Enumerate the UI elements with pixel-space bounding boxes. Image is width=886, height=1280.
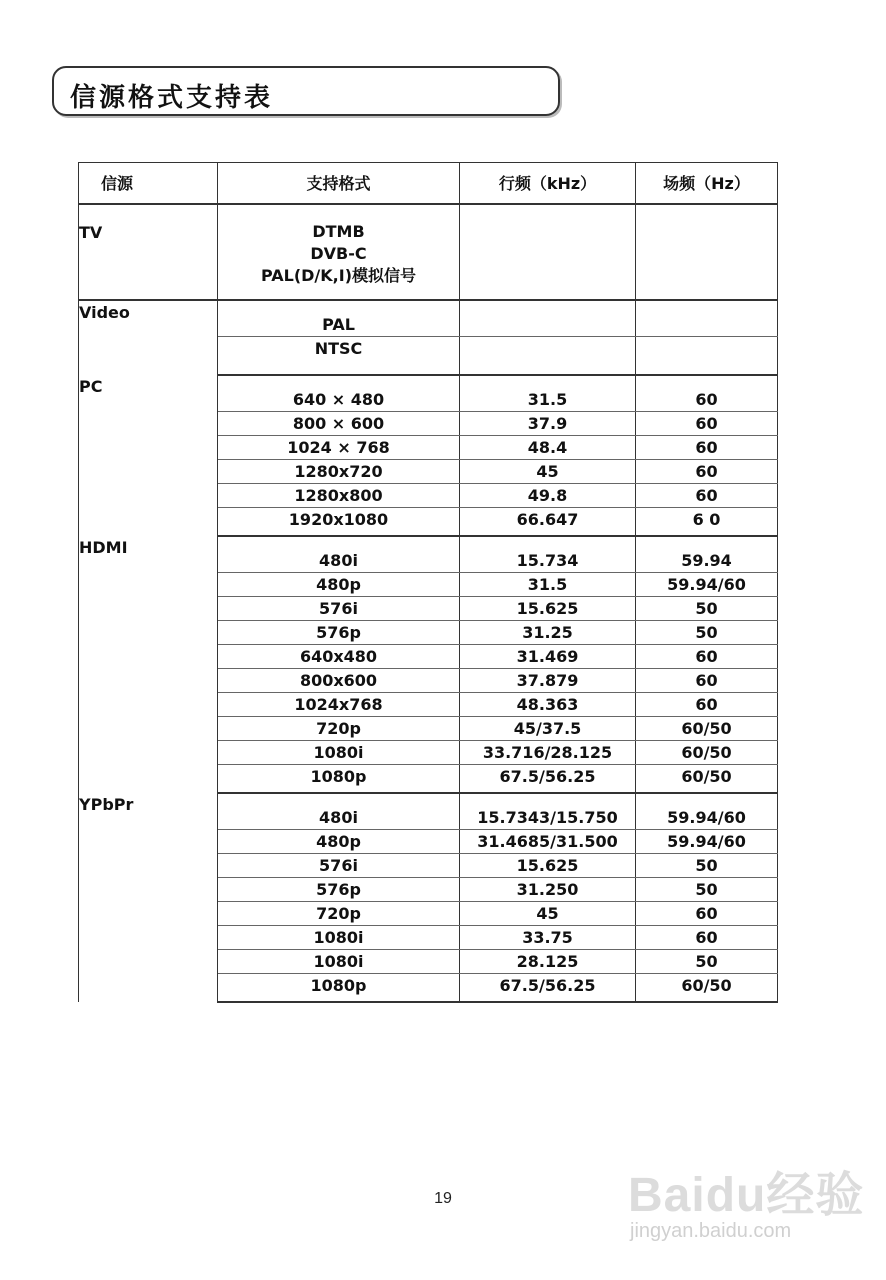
watermark-url: jingyan.baidu.com	[630, 1220, 792, 1242]
field-freq-cell: 60	[636, 375, 778, 412]
section-title-box	[52, 66, 560, 116]
line-freq-cell: 33.716/28.125	[460, 741, 636, 765]
format-cell: 1024 × 768	[218, 436, 460, 460]
header-line-freq: 行频（kHz）	[460, 163, 636, 205]
format-cell: 1080i	[218, 950, 460, 974]
source-hdmi: HDMI	[79, 536, 218, 793]
format-cell: 720p	[218, 902, 460, 926]
format-cell: 720p	[218, 717, 460, 741]
tv-field-freq	[636, 204, 778, 300]
format-support-table	[78, 162, 778, 1003]
empty-cell	[636, 337, 778, 376]
line-freq-cell: 28.125	[460, 950, 636, 974]
watermark-logo: Baidu经验	[628, 1169, 865, 1222]
page-number: 19	[434, 1190, 452, 1207]
section-title: 信源格式支持表	[70, 83, 274, 113]
header-field-freq: 场频（Hz）	[636, 163, 778, 205]
line-freq-cell: 31.4685/31.500	[460, 830, 636, 854]
line-freq-cell: 66.647	[460, 508, 636, 537]
format-cell: 480p	[218, 830, 460, 854]
line-freq-cell: 31.469	[460, 645, 636, 669]
format-cell: 576p	[218, 621, 460, 645]
line-freq-cell: 33.75	[460, 926, 636, 950]
field-freq-cell: 59.94	[636, 536, 778, 573]
empty-cell	[460, 300, 636, 337]
format-cell: 1080i	[218, 926, 460, 950]
table-row	[79, 375, 778, 412]
line-freq-cell: 49.8	[460, 484, 636, 508]
table-row	[79, 793, 778, 830]
source-pc: PC	[79, 375, 218, 536]
format-cell: 480i	[218, 793, 460, 830]
table-row	[79, 536, 778, 573]
line-freq-cell: 67.5/56.25	[460, 974, 636, 1003]
field-freq-cell: 60/50	[636, 717, 778, 741]
format-cell: 1280x800	[218, 484, 460, 508]
line-freq-cell: 15.734	[460, 536, 636, 573]
field-freq-cell: 50	[636, 854, 778, 878]
baidu-watermark	[616, 1150, 866, 1260]
format-cell: 640 × 480	[218, 375, 460, 412]
header-source: 信源	[79, 163, 218, 205]
empty-cell	[460, 337, 636, 376]
table-header-row	[79, 163, 778, 205]
table-row	[79, 300, 778, 337]
field-freq-cell: 59.94/60	[636, 793, 778, 830]
line-freq-cell: 45	[460, 460, 636, 484]
line-freq-cell: 45/37.5	[460, 717, 636, 741]
line-freq-cell: 31.25	[460, 621, 636, 645]
empty-cell	[636, 300, 778, 337]
field-freq-cell: 60	[636, 926, 778, 950]
line-freq-cell: 31.5	[460, 375, 636, 412]
format-cell: 1920x1080	[218, 508, 460, 537]
line-freq-cell: 45	[460, 902, 636, 926]
tv-format: DTMB	[312, 222, 365, 241]
format-cell: 480p	[218, 573, 460, 597]
line-freq-cell: 48.363	[460, 693, 636, 717]
field-freq-cell: 60	[636, 669, 778, 693]
field-freq-cell: 60	[636, 412, 778, 436]
format-cell: 480i	[218, 536, 460, 573]
field-freq-cell: 60	[636, 693, 778, 717]
format-cell: 576i	[218, 597, 460, 621]
source-ypbpr: YPbPr	[79, 793, 218, 1002]
field-freq-cell: 60/50	[636, 741, 778, 765]
line-freq-cell: 37.879	[460, 669, 636, 693]
tv-formats	[218, 204, 460, 300]
field-freq-cell: 60	[636, 902, 778, 926]
field-freq-cell: 50	[636, 621, 778, 645]
field-freq-cell: 60	[636, 645, 778, 669]
field-freq-cell: 60	[636, 484, 778, 508]
field-freq-cell: 60/50	[636, 974, 778, 1003]
field-freq-cell: 59.94/60	[636, 830, 778, 854]
source-video: Video	[79, 300, 218, 375]
line-freq-cell: 37.9	[460, 412, 636, 436]
table-row-tv	[79, 204, 778, 300]
format-cell: 576p	[218, 878, 460, 902]
line-freq-cell: 67.5/56.25	[460, 765, 636, 794]
field-freq-cell: 6 0	[636, 508, 778, 537]
field-freq-cell: 50	[636, 597, 778, 621]
tv-line-freq	[460, 204, 636, 300]
format-cell: 1080i	[218, 741, 460, 765]
line-freq-cell: 15.625	[460, 597, 636, 621]
format-cell: 1280x720	[218, 460, 460, 484]
format-cell: 1080p	[218, 765, 460, 794]
tv-format: PAL(D/K,I)模拟信号	[260, 266, 417, 285]
format-cell: 1080p	[218, 974, 460, 1003]
line-freq-cell: 15.625	[460, 854, 636, 878]
field-freq-cell: 60/50	[636, 765, 778, 794]
tv-format: DVB-C	[310, 244, 367, 263]
format-cell: 800 × 600	[218, 412, 460, 436]
format-cell: 800x600	[218, 669, 460, 693]
line-freq-cell: 48.4	[460, 436, 636, 460]
line-freq-cell: 31.250	[460, 878, 636, 902]
field-freq-cell: 60	[636, 436, 778, 460]
format-cell: 1024x768	[218, 693, 460, 717]
video-format: NTSC	[218, 337, 460, 376]
field-freq-cell: 60	[636, 460, 778, 484]
format-cell: 640x480	[218, 645, 460, 669]
line-freq-cell: 31.5	[460, 573, 636, 597]
field-freq-cell: 50	[636, 950, 778, 974]
line-freq-cell: 15.7343/15.750	[460, 793, 636, 830]
source-tv: TV	[79, 204, 218, 300]
header-format: 支持格式	[218, 163, 460, 205]
video-format: PAL	[218, 300, 460, 337]
format-cell: 576i	[218, 854, 460, 878]
field-freq-cell: 50	[636, 878, 778, 902]
field-freq-cell: 59.94/60	[636, 573, 778, 597]
